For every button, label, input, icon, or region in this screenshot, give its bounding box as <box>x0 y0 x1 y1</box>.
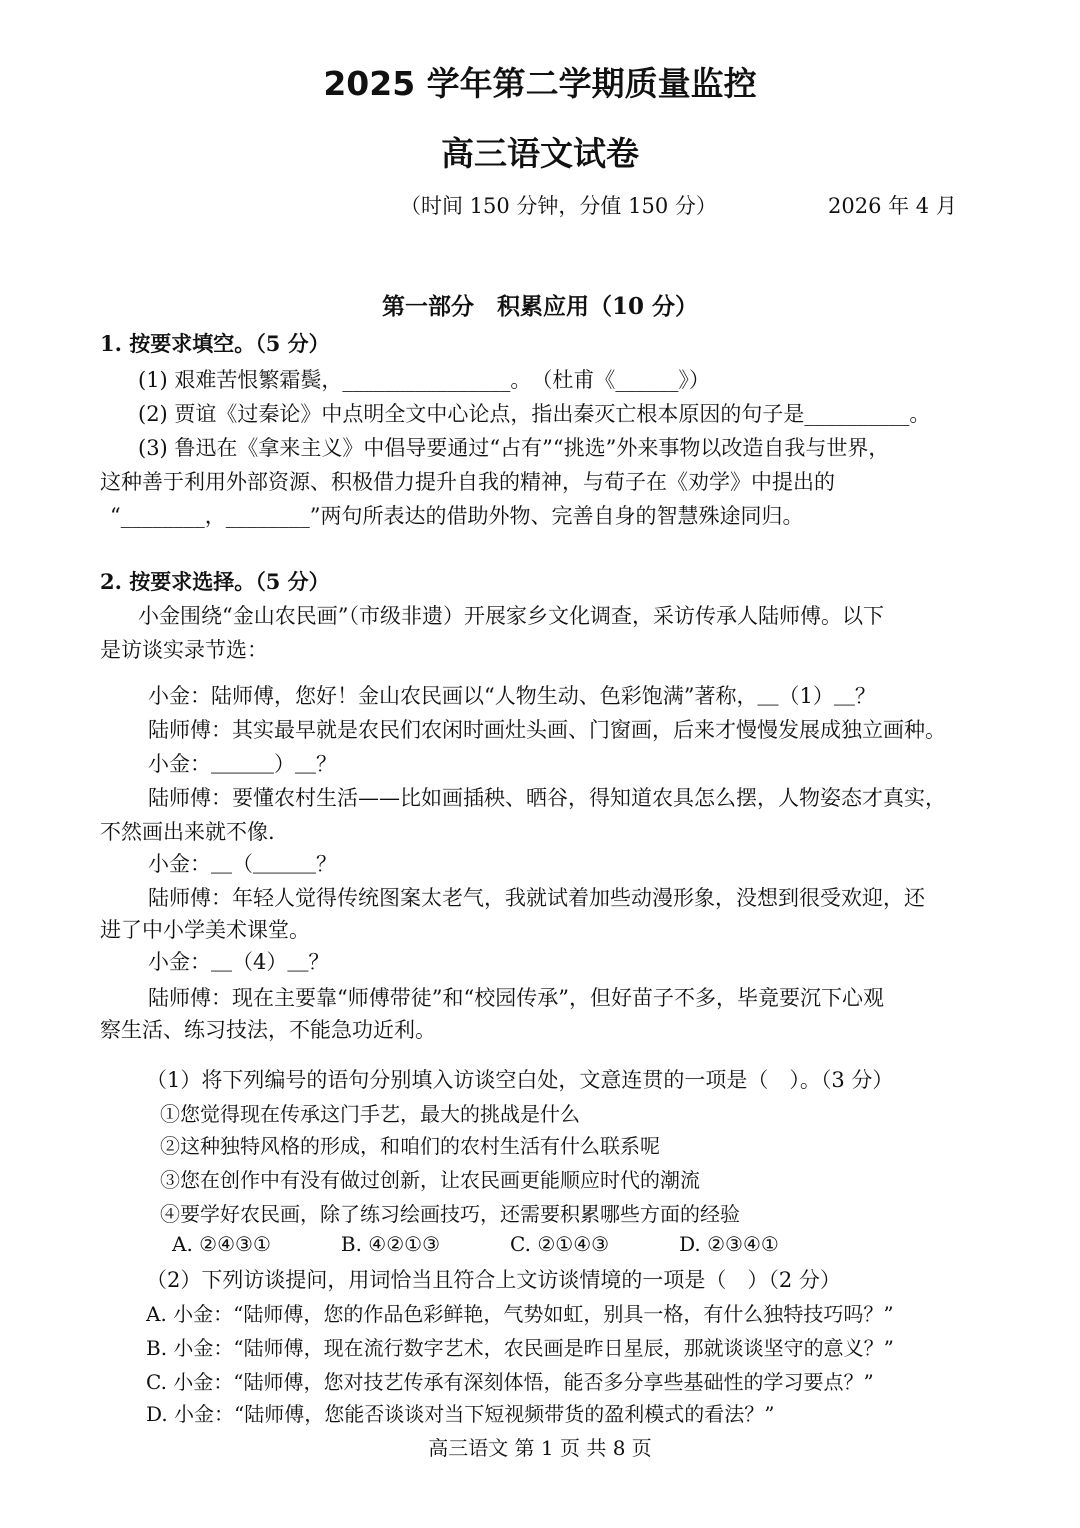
dialogue-line: 进了中小学美术课堂。 <box>100 918 310 942</box>
option-c[interactable]: C. ②①④③ <box>510 1232 610 1256</box>
exam-subtitle: 高三语文试卷 <box>441 134 639 173</box>
dialogue-line: 陆师傅：年轻人觉得传统图案太老气，我就试着加些动漫形象，没想到很受欢迎，还 <box>148 886 925 910</box>
choice-d[interactable]: D. 小金：“陆师傅，您能否谈谈对当下短视频带货的盈利模式的看法？” <box>146 1402 775 1426</box>
time-score: （时间 150 分钟，分值 150 分） <box>400 194 717 218</box>
exam-date: 2026 年 4 月 <box>828 194 957 218</box>
q2-intro-1: 小金围绕“金山农民画”（市级非遗）开展家乡文化调查，采访传承人陆师傅。以下 <box>138 604 884 628</box>
dialogue-line: 不然画出来就不像. <box>100 820 275 844</box>
choice-b[interactable]: B. 小金：“陆师傅，现在流行数字艺术，农民画是昨日星辰，那就谈谈坚守的意义？” <box>146 1336 894 1360</box>
page-footer: 高三语文 第 1 页 共 8 页 <box>428 1436 652 1460</box>
q1-line-1: (1) 艰难苦恨繁霜鬓，________________。 （杜甫《______》） <box>138 368 710 392</box>
option-b[interactable]: B. ④②①③ <box>340 1232 441 1256</box>
sub1-options <box>172 1232 849 1256</box>
sentence-1: ①您觉得现在传承这门手艺，最大的挑战是什么 <box>160 1102 580 1126</box>
dialogue-line: 陆师傅：现在主要靠“师傅带徒”和“校园传承”，但好苗子不多，毕竟要沉下心观 <box>148 986 884 1010</box>
sentence-3: ③您在创作中有没有做过创新，让农民画更能顺应时代的潮流 <box>160 1168 700 1192</box>
option-d[interactable]: D. ②③④① <box>679 1232 779 1256</box>
q1-heading: 1. 按要求填空。（5 分） <box>100 331 330 356</box>
dialogue-line: 陆师傅：其实最早就是农民们农闲时画灶头画、门窗画，后来才慢慢发展成独立画种。 <box>148 718 946 742</box>
dialogue-line: 小金：＿（4）＿？ <box>148 950 330 974</box>
dialogue-line: 察生活、练习技法，不能急功近利。 <box>100 1018 436 1042</box>
q1-line-3: (3) 鲁迅在《拿来主义》中倡导要通过“占有”“挑选”外来事物以改造自我与世界， <box>138 436 890 460</box>
section-title: 第一部分 积累应用（10 分） <box>381 293 698 320</box>
dialogue-line: 小金：陆师傅，您好！金山农民画以“人物生动、色彩饱满”著称，＿（1）＿？ <box>148 684 876 708</box>
dialogue-line: 小金：＿（＿＿＿？ <box>148 852 337 876</box>
sentence-2: ②这种独特风格的形成，和咱们的农村生活有什么联系呢 <box>160 1134 660 1158</box>
choice-a[interactable]: A. 小金：“陆师傅，您的作品色彩鲜艳，气势如虹，别具一格，有什么独特技巧吗？” <box>146 1302 894 1326</box>
sentence-4: ④要学好农民画，除了练习绘画技巧，还需要积累哪些方面的经验 <box>160 1202 740 1226</box>
dialogue-line: 陆师傅：要懂农村生活——比如画插秧、晒谷，得知道农具怎么摆，人物姿态才真实， <box>148 786 946 810</box>
q2-sub1: （1）将下列编号的语句分别填入访谈空白处，文意连贯的一项是（ ）。（3 分） <box>146 1068 894 1092</box>
q1-line-2: (2) 贾谊《过秦论》中点明全文中心论点，指出秦灭亡根本原因的句子是__________。 <box>138 402 931 426</box>
q1-line-5: “________，________”两句所表达的借助外物、完善自身的智慧殊途同归。 <box>110 504 804 528</box>
exam-title: 2025 学年第二学期质量监控 <box>323 64 757 103</box>
q2-heading: 2. 按要求选择。（5 分） <box>100 569 330 594</box>
q2-sub2: （2）下列访谈提问，用词恰当且符合上文访谈情境的一项是（ ）（2 分） <box>146 1268 841 1292</box>
q2-intro-2: 是访谈实录节选： <box>100 638 268 662</box>
choice-c[interactable]: C. 小金：“陆师傅，您对技艺传承有深刻体悟，能否多分享些基础性的学习要点？” <box>146 1370 874 1394</box>
dialogue-line: 小金：＿＿＿）＿？ <box>148 752 337 776</box>
option-a[interactable]: A. ②④③① <box>172 1232 271 1256</box>
q1-line-4: 这种善于利用外部资源、积极借力提升自我的精神，与荀子在《劝学》中提出的 <box>100 470 835 494</box>
